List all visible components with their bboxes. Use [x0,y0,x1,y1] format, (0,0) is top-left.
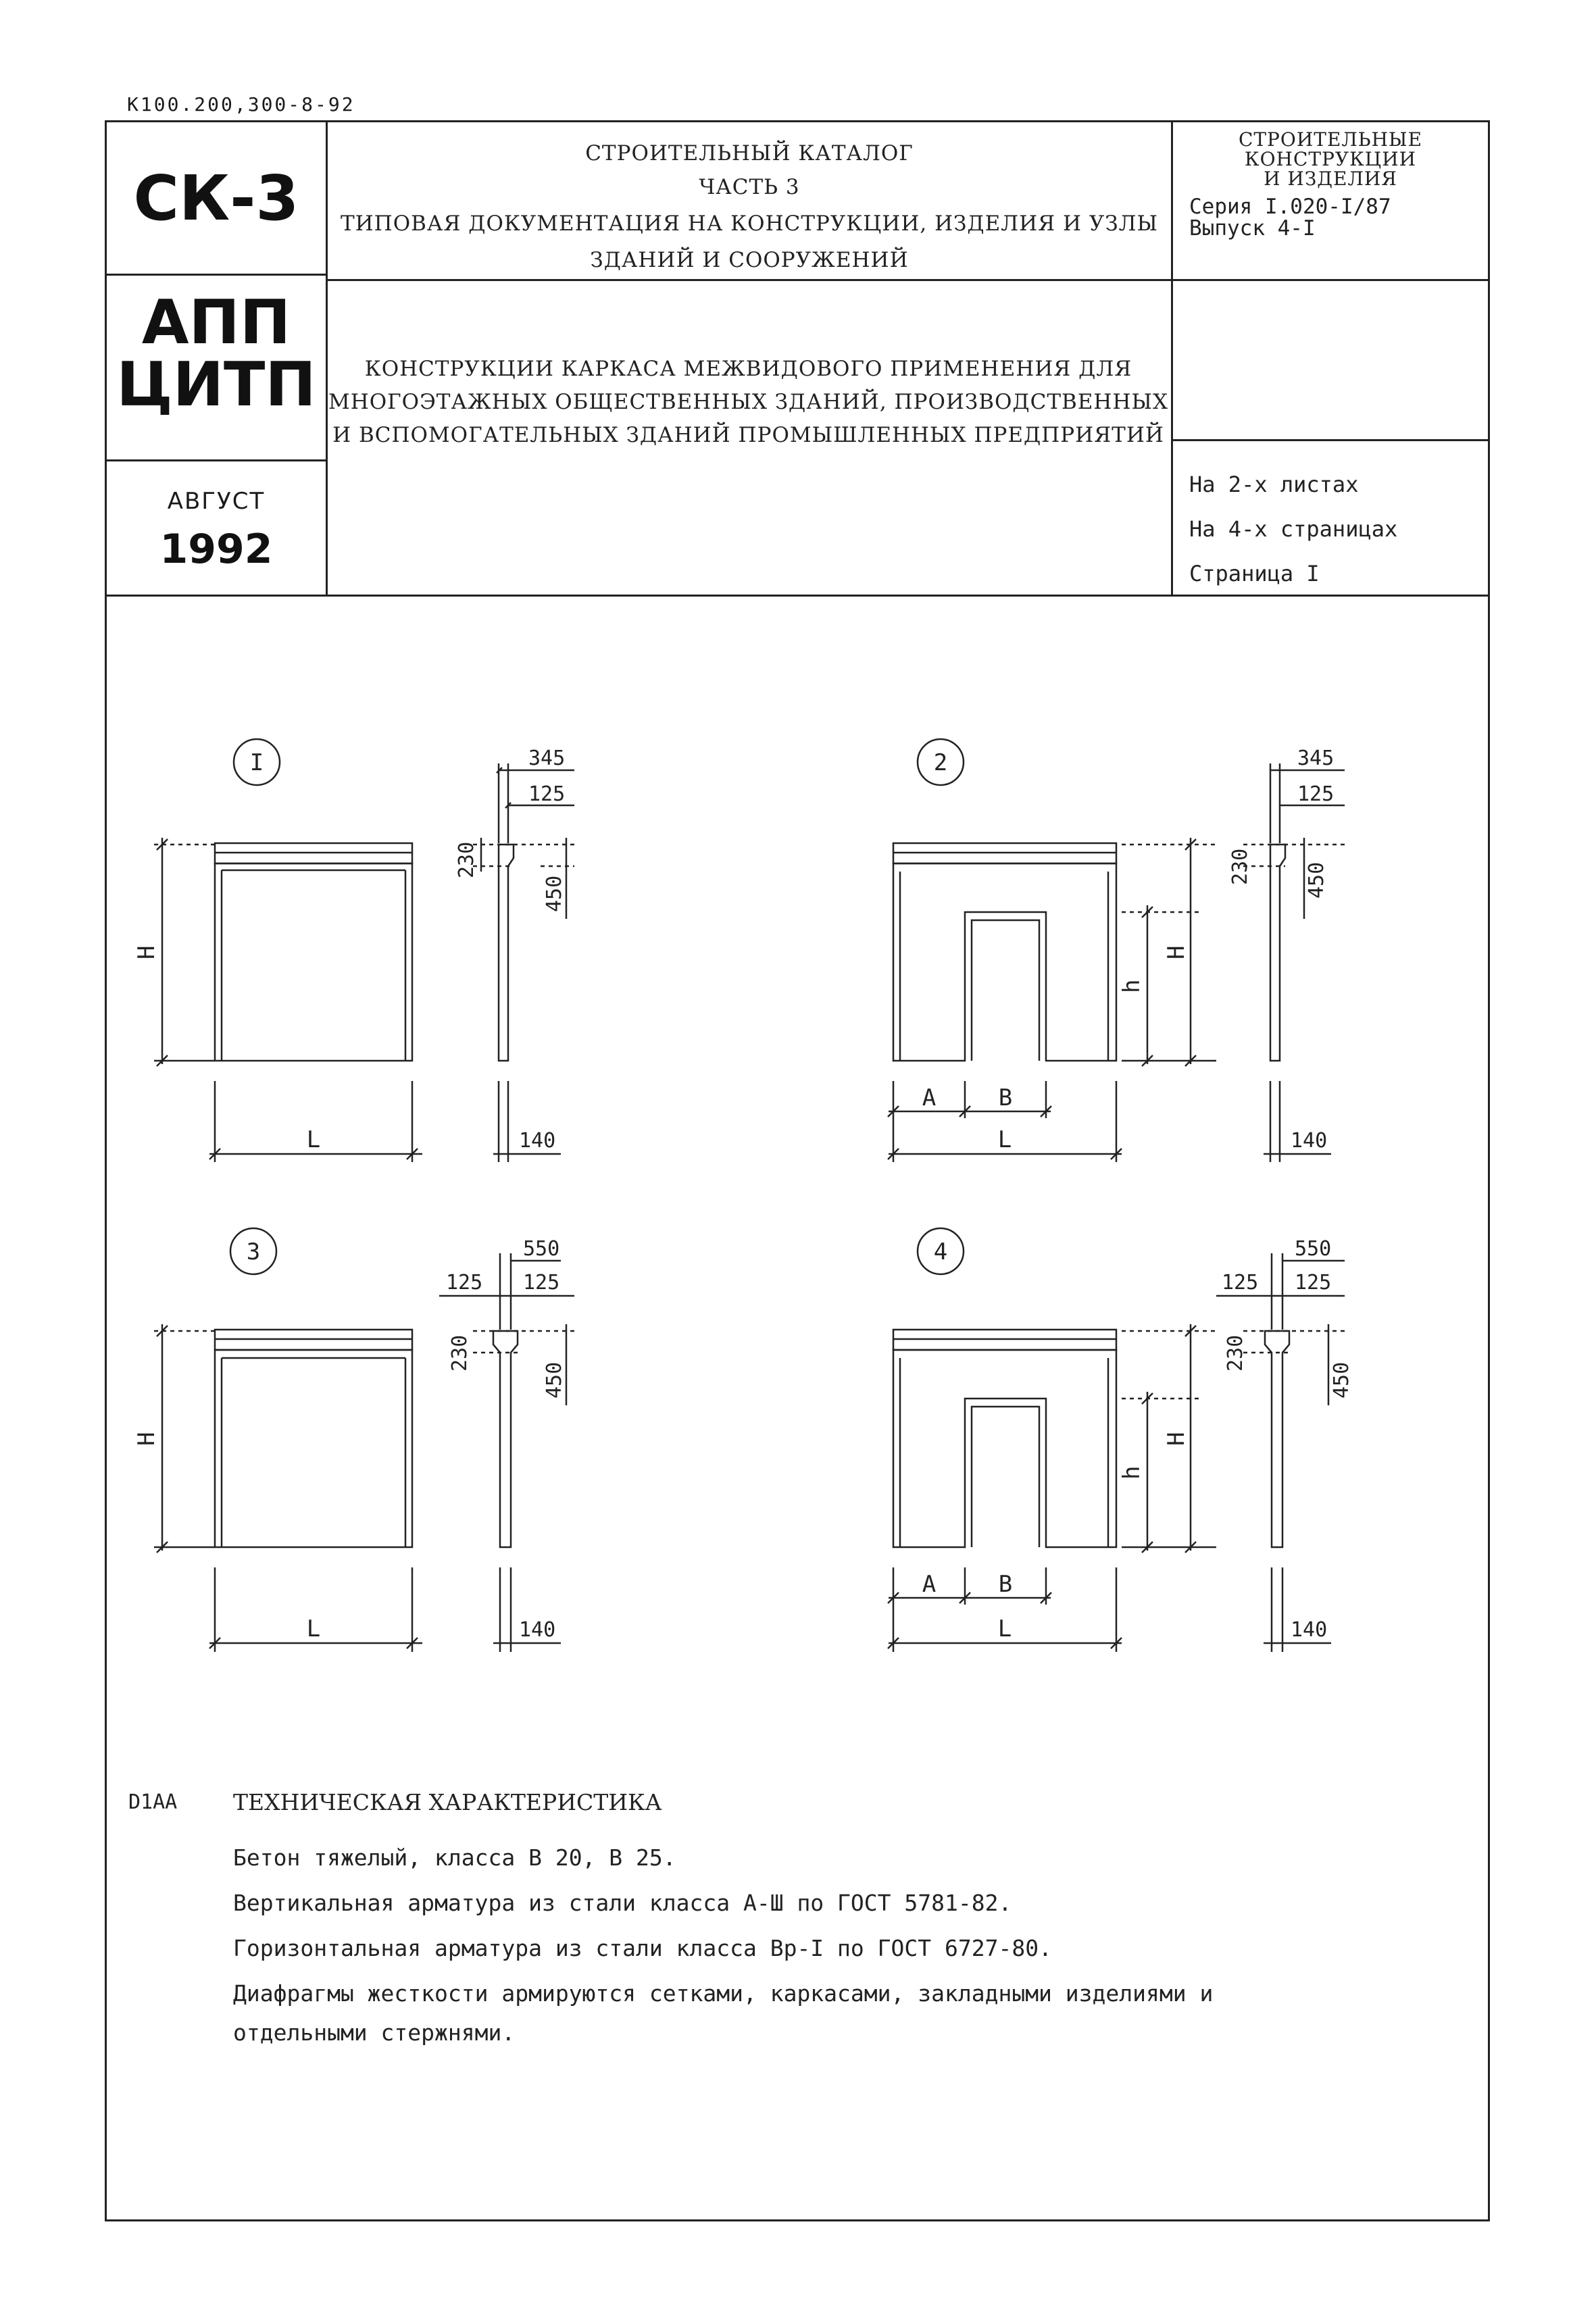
fig4-seg-b-label: B [998,1571,1013,1598]
fig3-rib-dim: 230 [448,1334,472,1372]
header-line3: ТИПОВАЯ ДОКУМЕНТАЦИЯ НА КОНСТРУКЦИИ, ИЗДЕЛИЯ И УЗЛЫ [340,211,1159,236]
fig1-length-label: L [306,1126,321,1153]
fig3-section [493,1331,518,1547]
fig2-length-label: L [997,1126,1012,1153]
title-line3: И ВСПОМОГАТЕЛЬНЫХ ЗДАНИЙ ПРОМЫШЛЕННЫХ ПРЕДПРИЯТИЙ [332,423,1164,447]
fig4-drawing [888,1228,1345,1652]
fig4-number: 4 [933,1238,948,1265]
fig2-section [1270,845,1285,1061]
fig3-left-dim: 125 [446,1271,483,1294]
tech-line2: Вертикальная арматура из стали класса А-Ш по ГОСТ 5781-82. [233,1890,1012,1916]
tech-line3: Горизонтальная арматура из стали класса Вр-I по ГОСТ 6727-80. [233,1935,1052,1961]
fig1-top-dim: 345 [528,747,566,770]
fig3-thickness-dim: 140 [519,1618,556,1642]
org-line2: ЦИТП [116,349,316,420]
title-line1: КОНСТРУКЦИИ КАРКАСА МЕЖВИДОВОГО ПРИМЕНЕНИЯ ДЛЯ [364,357,1132,381]
title-line2: МНОГОЭТАЖНЫХ ОБЩЕСТВЕННЫХ ЗДАНИЙ, ПРОИЗВОДСТВЕННЫХ [328,390,1169,414]
tech-line4: Диафрагмы жесткости армируются сетками, каркасами, закладными изделиями и [233,1980,1214,2007]
fig4-right-dim: 125 [1295,1271,1332,1294]
fig2-top-inner-dim: 125 [1297,782,1335,806]
catalog-code: СК-3 [133,162,299,234]
fig4-top-dim: 550 [1295,1237,1332,1261]
fig3-number: 3 [246,1238,261,1265]
fig4-opening-label: h [1118,1465,1145,1480]
fig4-seg-a-label: A [922,1571,937,1598]
fig1-thickness-dim: 140 [519,1129,556,1153]
series-number: Серия I.020-I/87 [1189,195,1391,219]
fig4-depth-dim: 450 [1330,1361,1353,1399]
issue-number: Выпуск 4-I [1189,216,1316,241]
fig2-drawing [888,739,1345,1162]
fig4-thickness-dim: 140 [1291,1618,1328,1642]
fig2-depth-dim: 450 [1305,861,1328,899]
fig3-top-dim: 550 [523,1237,560,1261]
section-line2: КОНСТРУКЦИИ [1244,148,1417,170]
tech-line1: Бетон тяжелый, класса В 20, В 25. [233,1844,676,1871]
fig2-seg-b-label: B [998,1084,1013,1111]
fig2-seg-a-label: A [922,1084,937,1111]
fig2-opening-label: h [1118,979,1145,993]
fig1-height-label: H [133,945,160,959]
fig4-section [1265,1331,1289,1547]
fig3-depth-dim: 450 [543,1361,566,1399]
document-code: К100.200,300-8-92 [127,93,355,116]
header-line2: ЧАСТЬ 3 [699,175,800,199]
section-line3: И ИЗДЕЛИЯ [1264,168,1397,190]
fig2-panel [893,863,1116,1061]
fig3-drawing [154,1228,574,1652]
fig1-drawing [154,739,574,1162]
stamp-month: АВГУСТ [167,488,266,515]
fig3-length-label: L [306,1615,321,1642]
tech-code: D1AA [128,1790,178,1814]
fig1-depth-dim: 450 [543,875,566,912]
fig4-height-label: H [1163,1432,1190,1446]
fig3-right-dim: 125 [523,1271,560,1294]
fig4-panel [893,1350,1116,1547]
fig3-panel [215,1350,412,1547]
page-number: Страница I [1189,561,1320,586]
tech-line5: отдельными стержнями. [233,2019,516,2046]
tech-heading: ТЕХНИЧЕСКАЯ ХАРАКТЕРИСТИКА [233,1789,662,1815]
stamp-year: 1992 [159,526,273,573]
fig4-rib-dim: 230 [1224,1334,1247,1372]
fig2-thickness-dim: 140 [1291,1129,1328,1153]
fig2-height-label: H [1163,945,1190,959]
fig4-left-dim: 125 [1222,1271,1259,1294]
fig4-length-label: L [997,1615,1012,1642]
fig3-height-label: H [133,1432,160,1446]
fig2-number: 2 [933,749,948,776]
sheets-count: На 2-х листах [1189,472,1359,497]
fig1-rib-dim: 230 [455,841,478,878]
fig1-number: I [249,749,264,776]
fig1-section [499,845,514,1061]
header-line1: СТРОИТЕЛЬНЫЙ КАТАЛОГ [585,141,914,166]
section-line1: СТРОИТЕЛЬНЫЕ [1238,128,1423,151]
fig1-panel [215,863,412,1061]
fig2-rib-dim: 230 [1228,848,1252,885]
org-line1: АПП [141,287,291,358]
fig1-top-inner-dim: 125 [528,782,566,806]
header-line4: ЗДАНИЙ И СООРУЖЕНИЙ [590,248,909,272]
fig2-top-dim: 345 [1297,747,1335,770]
pages-count: На 4-х страницах [1189,516,1398,542]
